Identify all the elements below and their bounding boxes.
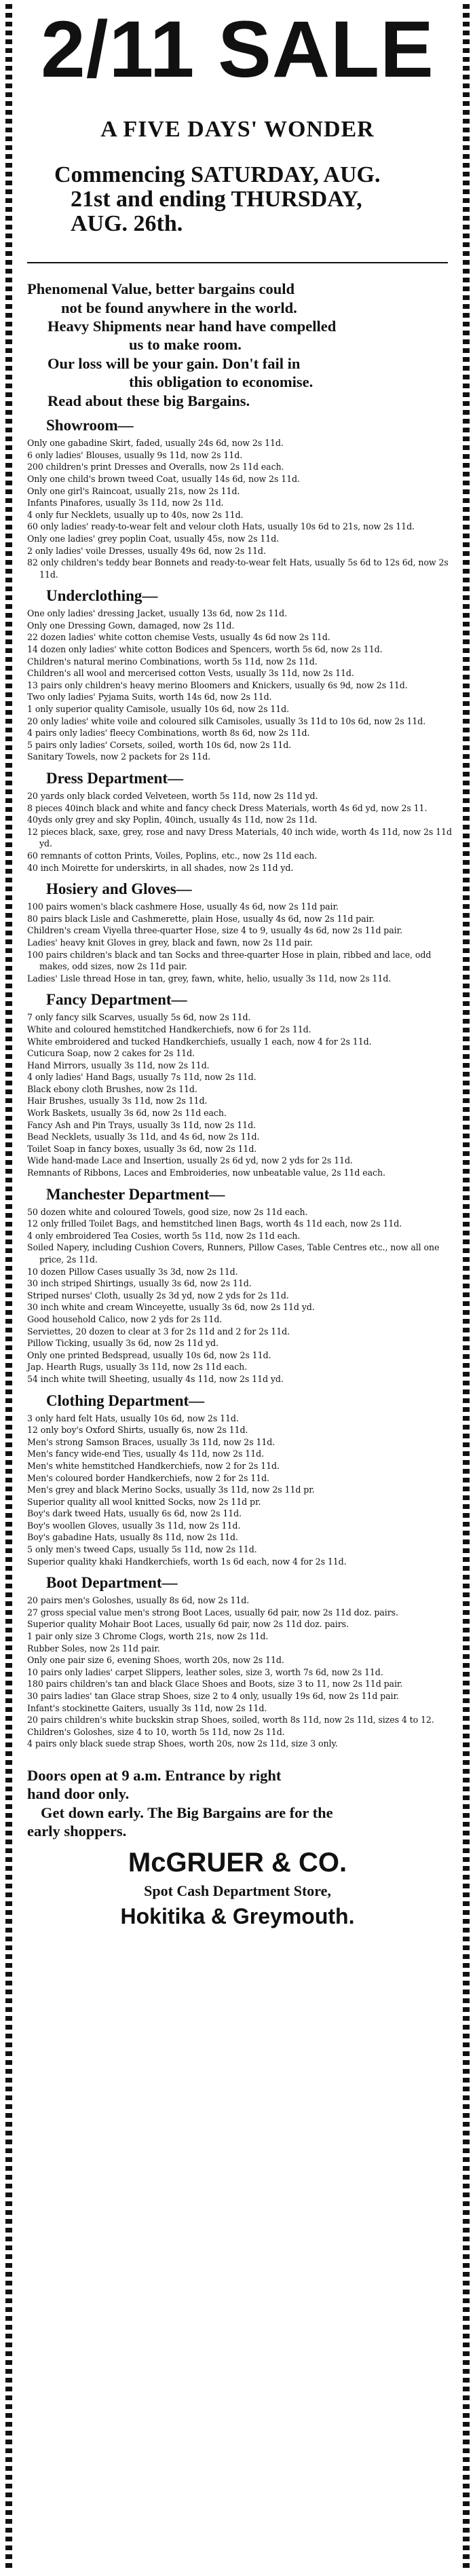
sale-item: 50 dozen white and coloured Towels, good size, now 2s 11d each. (27, 1206, 308, 1217)
sale-item: 12 pieces black, saxe, grey, rose and navy Dress Materials, 40 inch wide, worth 4s 11d, now 2s 11d yd. (27, 826, 452, 849)
sale-item: Only one gabadine Skirt, faded, usually 24s 6d, now 2s 11d. (27, 438, 284, 449)
department-sections (20, 417, 455, 1750)
footer-line: early shoppers. (27, 1823, 127, 1840)
sale-dates (54, 163, 455, 236)
intro-line: Our loss will be your gain. Don't fail in (48, 354, 301, 372)
sale-item: Only one ladies' grey poplin Coat, usually 45s, now 2s 11d. (27, 533, 280, 544)
sale-item: 40 inch Moirette for underskirts, in all shades, now 2s 11d yd. (27, 862, 294, 873)
advertisement (20, 5, 455, 2571)
section-items (27, 1594, 455, 1750)
sale-item: Soiled Napery, including Cushion Covers, Runners, Pillow Cases, Table Centres etc., now all one price, 2s 11d. (27, 1242, 440, 1265)
sale-item: Sanitary Towels, now 2 packets for 2s 11d. (27, 751, 211, 762)
sale-item: Serviettes, 20 dozen to clear at 3 for 2s 11d and 2 for 2s 11d. (27, 1326, 290, 1337)
sale-item: Ladies' heavy knit Gloves in grey, black and fawn, now 2s 11d pair. (27, 937, 313, 948)
sale-item: 4 only embroidered Tea Cosies, worth 5s 11d, now 2s 11d each. (27, 1230, 301, 1241)
sale-item: 60 only ladies' ready-to-wear felt and velour cloth Hats, usually 10s 6d to 21s, now 2s 11d. (27, 521, 415, 532)
sale-item: Only one Dressing Gown, damaged, now 2s 11d. (27, 620, 235, 631)
intro-line: us to make room. (129, 336, 242, 354)
section-items (27, 790, 455, 874)
intro-line: Phenomenal Value, better bargains could (27, 280, 294, 298)
sale-item: 5 only men's tweed Caps, usually 5s 11d, now 2s 11d. (27, 1544, 257, 1555)
sale-item: Remnants of Ribbons, Laces and Embroideries, now unbeatable value, 2s 11d each. (27, 1168, 385, 1178)
sale-item: 6 only ladies' Blouses, usually 9s 11d, now 2s 11d. (27, 449, 243, 460)
sale-item: 1 only superior quality Camisole, usually 10s 6d, now 2s 11d. (27, 704, 290, 715)
sale-item: 27 gross special value men's strong Boot Laces, usually 6d pair, now 2s 11d doz. pairs. (27, 1607, 398, 1618)
sale-item: 60 remnants of cotton Prints, Voiles, Poplins, etc., now 2s 11d each. (27, 850, 318, 861)
sale-item: 5 pairs only ladies' Corsets, soiled, worth 10s 6d, now 2s 11d. (27, 739, 292, 750)
sale-item: 7 only fancy silk Scarves, usually 5s 6d, now 2s 11d. (27, 1012, 251, 1023)
section-items (27, 608, 455, 763)
sale-item: 40yds only grey and sky Poplin, 40inch, usually 4s 11d, now 2s 11d. (27, 815, 318, 825)
left-dotted-border (5, 4, 12, 2572)
sale-item: Good household Calico, now 2 yds for 2s 11d. (27, 1313, 223, 1324)
sale-item: Men's coloured border Handkerchiefs, now 2 for 2s 11d. (27, 1472, 269, 1483)
sale-item: 4 pairs only ladies' fleecy Combinations, worth 8s 6d, now 2s 11d. (27, 728, 310, 739)
sale-item: Two only ladies' Pyjama Suits, worth 14s 6d, now 2s 11d. (27, 692, 272, 703)
sale-item: 13 pairs only children's heavy merino Bloomers and Knickers, usually 6s 9d, now 2s 11d. (27, 679, 408, 690)
sale-item: 30 inch white and cream Winceyette, usually 3s 6d, now 2s 11d yd. (27, 1302, 315, 1313)
sale-item: 200 children's print Dresses and Overalls, now 2s 11d each. (27, 462, 284, 472)
sale-item: Jap. Hearth Rugs, usually 3s 11d, now 2s 11d each. (27, 1362, 247, 1373)
section-heading: Dress Department— (46, 770, 184, 787)
sale-item: 30 inch striped Shirtings, usually 3s 6d, now 2s 11d. (27, 1278, 252, 1289)
sale-item: Striped nurses' Cloth, usually 2s 3d yd, now 2 yds for 2s 11d. (27, 1290, 289, 1301)
intro-line: this obligation to economise. (129, 373, 314, 391)
sale-item: Superior quality all wool knitted Socks, now 2s 11d pr. (27, 1496, 261, 1507)
store-towns: Hokitika & Greymouth. (120, 1903, 355, 1928)
right-dotted-border (463, 4, 470, 2572)
sale-item: 10 pairs only ladies' carpet Slippers, leather soles, size 3, worth 7s 6d, now 2s 11d. (27, 1666, 383, 1677)
footer-line: Doors open at 9 a.m. Entrance by right (27, 1766, 282, 1784)
sale-item: 20 only ladies' white voile and coloured silk Camisoles, usually 3s 11d to 10s 6d, now 2s 11d. (27, 715, 426, 726)
sale-item: Black ebony cloth Brushes, now 2s 11d. (27, 1083, 197, 1094)
section-items (27, 1413, 455, 1568)
sale-item: Children's natural merino Combinations, worth 5s 11d, now 2s 11d. (27, 656, 318, 667)
divider-rule (27, 262, 448, 263)
sale-item: 12 only frilled Toilet Bags, and hemstitched linen Bags, worth 4s 11d each, now 2s 11d. (27, 1218, 402, 1229)
dates-line: Commencing SATURDAY, AUG. (54, 162, 381, 187)
intro-line: Read about these big Bargains. (48, 392, 250, 409)
sale-item: Men's grey and black Merino Socks, usually 3s 11d, now 2s 11d pr. (27, 1485, 315, 1495)
sale-subheadline: A FIVE DAYS' WONDER (100, 117, 375, 142)
sale-item: 82 only children's teddy bear Bonnets and ready-to-wear felt Hats, usually 5s 6d to 12s 6d, now 2s 11d. (27, 557, 449, 580)
sale-item: 4 pairs only black suede strap Shoes, worth 20s, now 2s 11d, size 3 only. (27, 1738, 338, 1749)
sale-item: Fancy Ash and Pin Trays, usually 3s 11d, now 2s 11d. (27, 1119, 256, 1130)
sale-item: 3 only hard felt Hats, usually 10s 6d, now 2s 11d. (27, 1413, 239, 1423)
sale-item: Cuticura Soap, now 2 cakes for 2s 11d. (27, 1048, 195, 1059)
sale-item: Men's white hemstitched Handkerchiefs, now 2 for 2s 11d. (27, 1460, 280, 1471)
sale-item: Work Baskets, usually 3s 6d, now 2s 11d each. (27, 1108, 227, 1119)
sale-item: Only one pair size 6, evening Shoes, worth 20s, now 2s 11d. (27, 1655, 284, 1666)
sale-item: White and coloured hemstitched Handkerchiefs, now 6 for 2s 11d. (27, 1024, 311, 1034)
dates-line: AUG. 26th. (71, 211, 183, 237)
sale-item: Only one printed Bedspread, usually 10s 6d, now 2s 11d. (27, 1349, 271, 1360)
intro-line: Heavy Shipments near hand have compelled (48, 317, 337, 335)
section-heading: Clothing Department— (46, 1392, 205, 1409)
sale-item: Superior quality khaki Handkerchiefs, worth 1s 6d each, now 4 for 2s 11d. (27, 1556, 347, 1567)
sale-item: 20 yards only black corded Velveteen, worth 5s 11d, now 2s 11d yd. (27, 791, 318, 801)
sale-item: Men's strong Samson Braces, usually 3s 11d, now 2s 11d. (27, 1436, 276, 1447)
section-heading: Hosiery and Gloves— (46, 880, 192, 898)
sale-item: 8 pieces 40inch black and white and fancy check Dress Materials, worth 4s 6d yd, now 2s 11. (27, 802, 428, 813)
sale-item: Boy's woollen Gloves, usually 3s 11d, now 2s 11d. (27, 1520, 241, 1531)
sale-item: Children's Goloshes, size 4 to 10, worth 5s 11d, now 2s 11d. (27, 1726, 285, 1737)
sale-item: Infant's stockinette Gaiters, usually 3s 11d, now 2s 11d. (27, 1702, 267, 1713)
sale-headline: 2/11 SALE (41, 5, 434, 94)
sale-item: 1 pair only size 3 Chrome Clogs, worth 21s, now 2s 11d. (27, 1631, 269, 1642)
dates-line: 21st and ending THURSDAY, (71, 187, 362, 212)
section-items (27, 1206, 455, 1385)
sale-item: 100 pairs women's black cashmere Hose, usually 4s 6d, now 2s 11d pair. (27, 901, 339, 912)
sale-item: 30 pairs ladies' tan Glace strap Shoes, size 2 to 4 only, usually 19s 6d, now 2s 11d pair. (27, 1691, 399, 1701)
sale-item: 54 inch white twill Sheeting, usually 4s 11d, now 2s 11d yd. (27, 1373, 284, 1384)
sale-item: 100 pairs children's black and tan Socks and three-quarter Hose in plain, ribbed and lace, odd makes, odd sizes, now 2s 11d pair. (27, 949, 432, 972)
section-heading: Manchester Department— (46, 1185, 225, 1203)
sale-item: 80 pairs black Lisle and Cashmerette, plain Hose, usually 4s 6d, now 2s 11d pair. (27, 913, 375, 924)
store-name: Spot Cash Department Store, (144, 1882, 331, 1899)
section-heading: Fancy Department— (46, 991, 187, 1009)
sale-item: Children's all wool and mercerised cotton Vests, usually 3s 11d, now 2s 11d. (27, 668, 354, 679)
section-items (27, 437, 455, 580)
sale-item: 12 only boy's Oxford Shirts, usually 6s, now 2s 11d. (27, 1425, 248, 1436)
section-items (27, 901, 455, 984)
intro-text (27, 280, 448, 410)
sale-item: Only one girl's Raincoat, usually 21s, now 2s 11d. (27, 485, 240, 496)
section-heading: Boot Department— (46, 1574, 178, 1592)
footer-text (27, 1766, 448, 1841)
section-heading: Showroom— (46, 417, 134, 434)
sale-item: One only ladies' dressing Jacket, usually 13s 6d, now 2s 11d. (27, 608, 288, 619)
section-heading: Underclothing— (46, 587, 158, 605)
sale-item: 2 only ladies' voile Dresses, usually 49s 6d, now 2s 11d. (27, 545, 266, 556)
sale-item: Only one child's brown tweed Coat, usually 14s 6d, now 2s 11d. (27, 473, 300, 484)
sale-item: 4 only fur Necklets, usually up to 40s, now 2s 11d. (27, 509, 244, 520)
intro-line: not be found anywhere in the world. (61, 299, 297, 316)
sale-item: Boy's gabadine Hats, usually 8s 11d, now 2s 11d. (27, 1532, 238, 1543)
sale-item: Toilet Soap in fancy boxes, usually 3s 6d, now 2s 11d. (27, 1143, 257, 1154)
sale-item: 180 pairs children's tan and black Glace Shoes and Boots, size 3 to 11, now 2s 11d pair. (27, 1679, 403, 1690)
sale-item: Hair Brushes, usually 3s 11d, now 2s 11d. (27, 1096, 208, 1106)
sale-item: 22 dozen ladies' white cotton chemise Vests, usually 4s 6d now 2s 11d. (27, 632, 330, 643)
sale-item: 4 only ladies' Hand Bags, usually 7s 11d, now 2s 11d. (27, 1072, 256, 1083)
sale-item: Ladies' Lisle thread Hose in tan, grey, fawn, white, helio, usually 3s 11d, now 2s 11d. (27, 973, 392, 984)
sale-item: Rubber Soles, now 2s 11d pair. (27, 1643, 160, 1654)
sale-item: Hand Mirrors, usually 3s 11d, now 2s 11d. (27, 1060, 210, 1070)
company-name: McGRUER & CO. (128, 1847, 347, 1878)
sale-item: Children's cream Viyella three-quarter Hose, size 4 to 9, usually 4s 6d, now 2s 11d pair. (27, 925, 403, 936)
sale-item: Boy's dark tweed Hats, usually 6s 6d, now 2s 11d. (27, 1508, 242, 1519)
sale-item: Bead Necklets, usually 3s 11d, and 4s 6d, now 2s 11d. (27, 1132, 260, 1142)
sale-item: White embroidered and tucked Handkerchiefs, usually 1 each, now 4 for 2s 11d. (27, 1036, 372, 1047)
footer-line: Get down early. The Big Bargains are for the (41, 1804, 333, 1821)
section-items (27, 1011, 455, 1178)
sale-item: 14 dozen only ladies' white cotton Bodices and Spencers, worth 5s 6d, now 2s 11d. (27, 644, 383, 655)
sale-item: Infants Pinafores, usually 3s 11d, now 2s 11d. (27, 498, 224, 508)
sale-item: Men's fancy wide-end Ties, usually 4s 11d, now 2s 11d. (27, 1449, 264, 1459)
sale-item: 20 pairs children's white buckskin strap Shoes, soiled, worth 8s 11d, now 2s 11d, sizes 4 to 12. (27, 1715, 434, 1725)
sale-item: 20 pairs men's Goloshes, usually 8s 6d, now 2s 11d. (27, 1595, 250, 1606)
footer-line: hand door only. (27, 1785, 130, 1803)
sale-item: Wide hand-made Lace and Insertion, usually 2s 6d yd, now 2 yds for 2s 11d. (27, 1155, 353, 1166)
sale-item: Superior quality Mohair Boot Laces, usually 6d pair, now 2s 11d doz. pairs. (27, 1619, 349, 1630)
sale-item: 10 dozen Pillow Cases usually 3s 3d, now 2s 11d. (27, 1266, 238, 1277)
sale-item: Pillow Ticking, usually 3s 6d, now 2s 11d yd. (27, 1338, 218, 1349)
